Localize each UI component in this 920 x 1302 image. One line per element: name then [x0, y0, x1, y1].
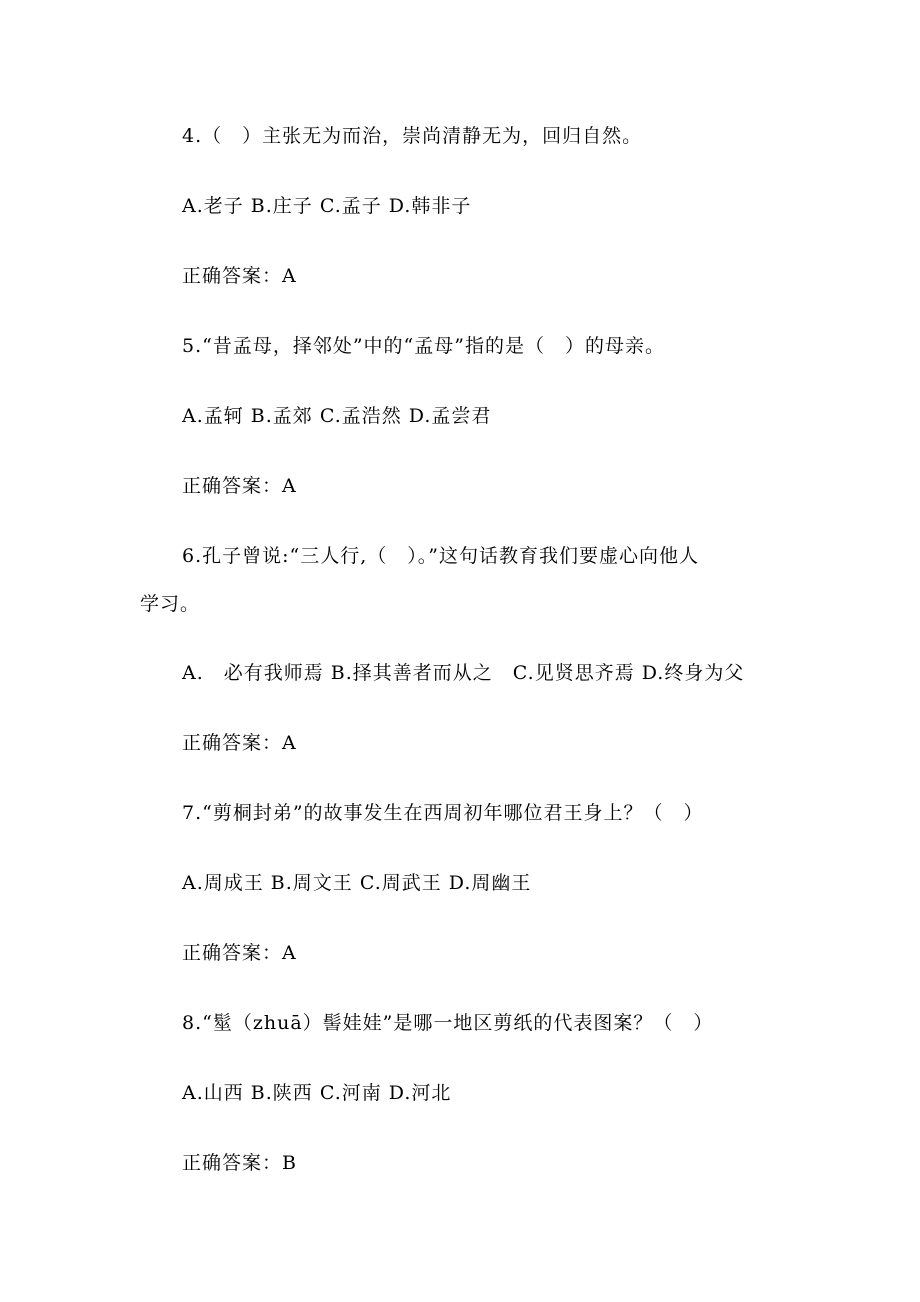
- question-6-line2: 学习。: [140, 593, 201, 615]
- question-4-options: A.老子 B.庄子 C.孟子 D.韩非子: [182, 195, 472, 217]
- question-7-answer: 正确答案：A: [182, 942, 297, 964]
- question-6-line1: 6.孔子曾说:“三人行,（ ）。”这句话教育我们要虚心向他人: [182, 545, 699, 567]
- question-4: 4.（ ）主张无为而治，崇尚清静无为，回归自然。: [182, 125, 643, 147]
- question-5: 5.“昔孟母，择邻处”中的“孟母”指的是（ ）的母亲。: [182, 335, 665, 357]
- question-5-options: A.孟轲 B.孟郊 C.孟浩然 D.孟尝君: [182, 405, 492, 427]
- question-6-answer: 正确答案：A: [182, 732, 297, 754]
- question-7-options: A.周成王 B.周文王 C.周武王 D.周幽王: [182, 872, 532, 894]
- question-8-answer: 正确答案：B: [182, 1152, 297, 1174]
- question-5-answer: 正确答案：A: [182, 475, 297, 497]
- question-4-answer: 正确答案：A: [182, 265, 297, 287]
- question-8: 8.“髽（zhuā）髻娃娃”是哪一地区剪纸的代表图案？（ ）: [182, 1012, 714, 1034]
- question-8-options: A.山西 B.陕西 C.河南 D.河北: [182, 1082, 452, 1104]
- question-6-options: A. 必有我师焉 B.择其善者而从之 C.见贤思齐焉 D.终身为父: [182, 662, 745, 684]
- question-7: 7.“剪桐封弟”的故事发生在西周初年哪位君王身上？（ ）: [182, 802, 704, 824]
